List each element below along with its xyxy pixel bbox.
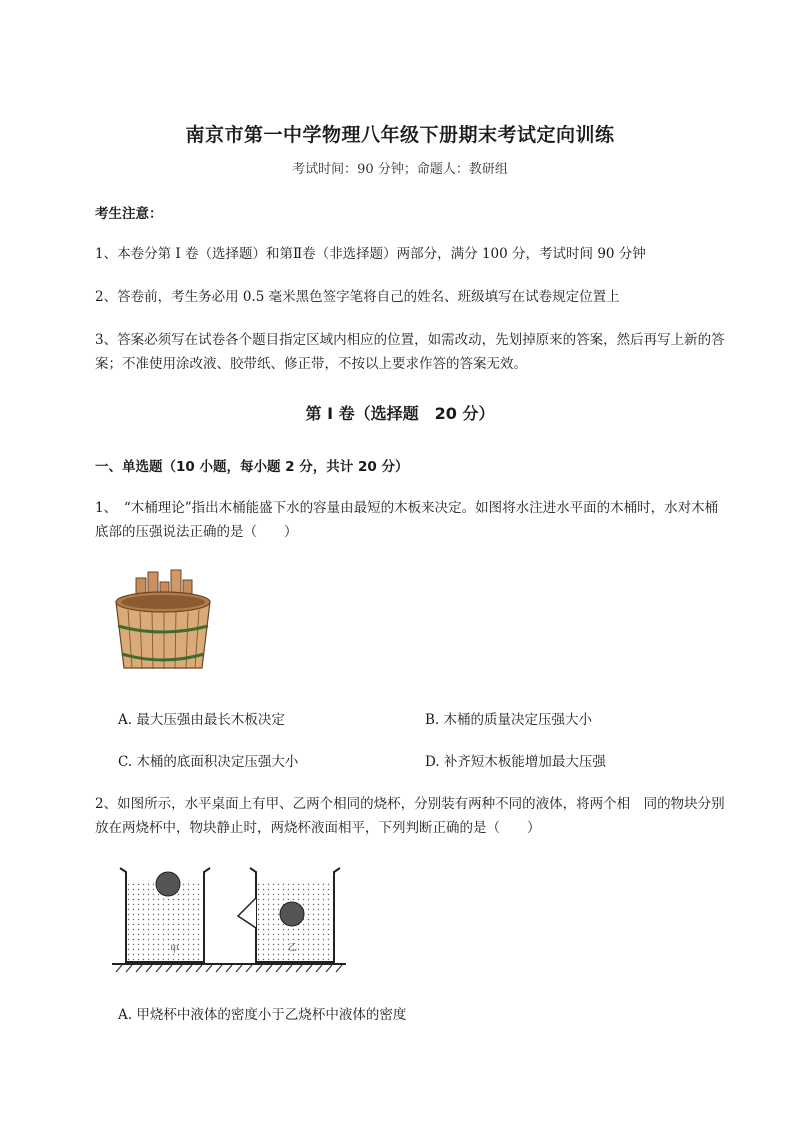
question-1-option-b[interactable]: B. 木桶的质量决定压强大小 [425,712,593,728]
question-1-stem: 1、 “木桶理论”指出木桶能盛下水的容量由最短的木板来决定。如图将水注进水平面的木桶时，水对木桶底部的压强说法正确的是（ ） [95,500,719,540]
notice-heading: 考生注意： [95,206,163,222]
exam-info: 考试时间：90 分钟；命题人：教研组 [292,162,508,177]
wooden-bucket-figure [108,568,218,676]
question-2-option-a[interactable]: A. 甲烧杯中液体的密度小于乙烧杯中液体的密度 [118,1007,407,1023]
block-jia [156,872,180,896]
notice-item-3: 3、答案必须写在试卷各个题目指定区域内相应的位置，如需改动，先划掉原来的答案，然后再写上新的答案；不准使用涂改液、胶带纸、修正带，不按以上要求作答的答案无效。 [95,332,725,372]
question-1-option-d[interactable]: D. 补齐短木板能增加最大压强 [425,754,606,770]
part-heading: 一、单选题（10 小题，每小题 2 分，共计 20 分） [95,459,409,475]
notice-item-2: 2、答卷前，考生务必用 0.5 毫米黑色签字笔将自己的姓名、班级填写在试卷规定位置上 [95,289,620,305]
beaker-label-yi: 乙 [288,943,298,953]
question-2-stem: 2、如图所示，水平桌面上有甲、乙两个相同的烧杯，分别装有两种不同的液体，将两个相 同的物块分别放在两烧杯中，物块静止时，两烧杯液面相平，下列判断正确的是（ ） [95,796,725,836]
beaker-jia [120,868,210,962]
two-beakers-figure [112,858,352,978]
beaker-label-jia: 甲 [170,945,180,955]
notice-item-1: 1、本卷分第 I 卷（选择题）和第Ⅱ卷（非选择题）两部分，满分 100 分，考试时间 90 分钟 [95,246,646,262]
question-1-option-a[interactable]: A. 最大压强由最长木板决定 [118,712,285,728]
question-1-option-c[interactable]: C. 木桶的底面积决定压强大小 [118,754,299,770]
page-title: 南京市第一中学物理八年级下册期末考试定向训练 [185,124,615,146]
section-title: 第 I 卷（选择题 20 分） [305,404,495,423]
block-yi [280,902,304,926]
beaker-yi [238,868,340,962]
